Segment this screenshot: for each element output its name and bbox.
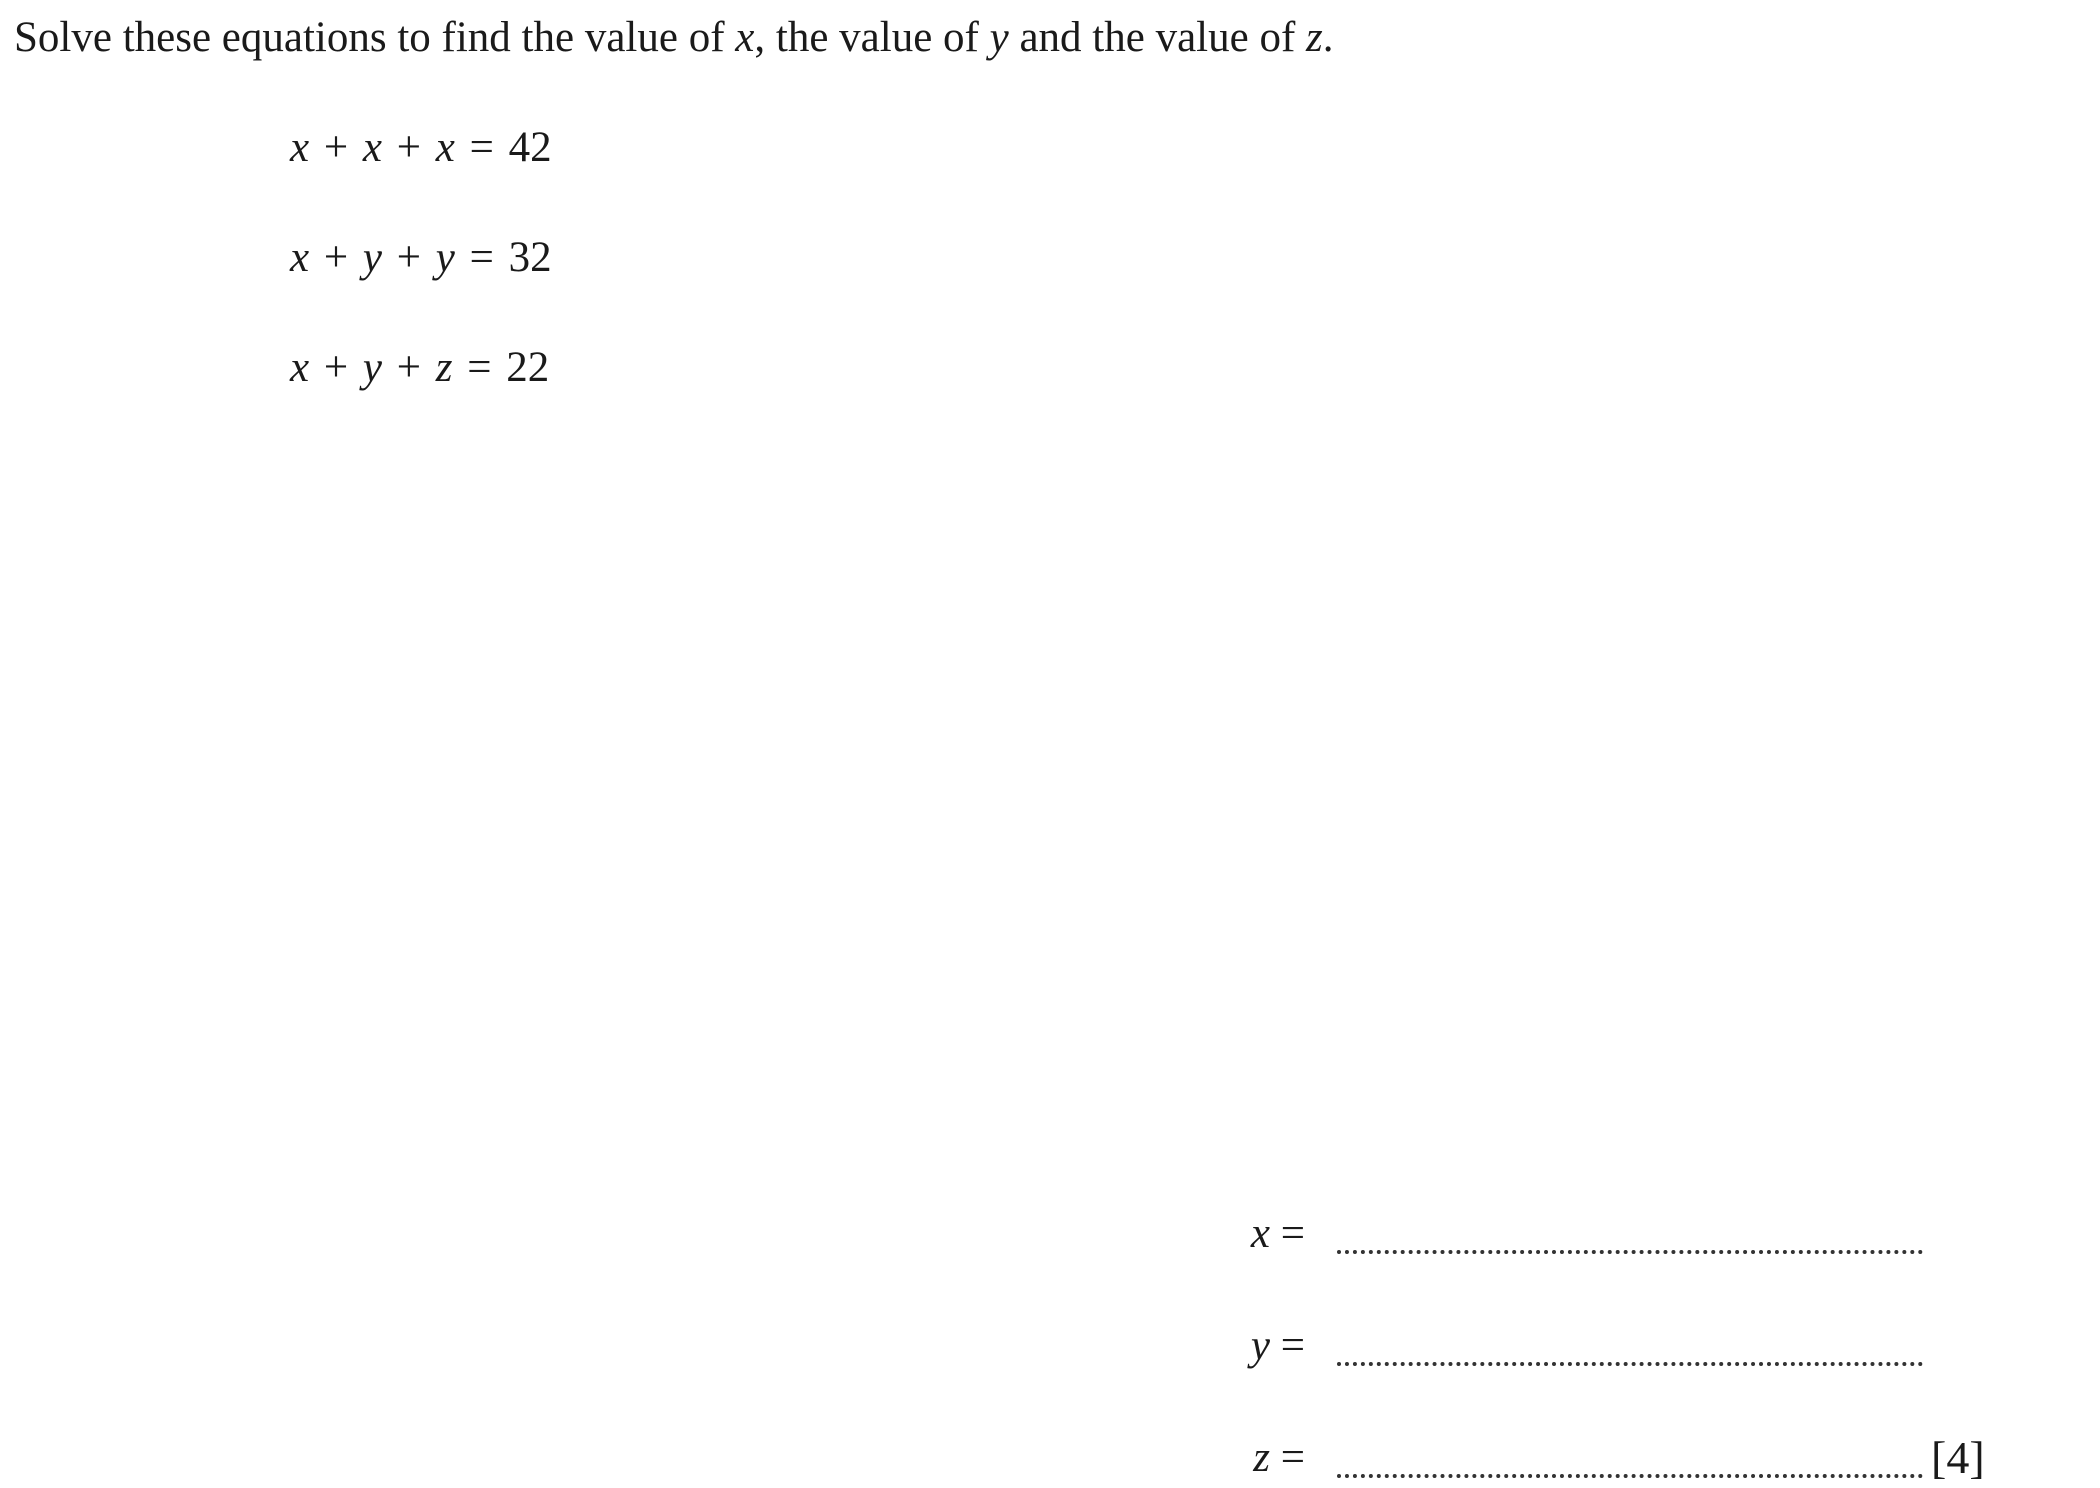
answer-label-y bbox=[1210, 1316, 1305, 1376]
question-part: . bbox=[1322, 14, 1334, 61]
question-variable-z: z bbox=[1306, 14, 1323, 61]
question-text bbox=[14, 8, 1334, 68]
answer-label-z bbox=[1210, 1428, 1305, 1488]
answer-variable: z bbox=[1253, 1434, 1270, 1481]
equation-list bbox=[290, 118, 552, 448]
equation-1: x + x + x = 42 bbox=[290, 124, 552, 171]
equation-2: x + y + y = 32 bbox=[290, 234, 552, 281]
answer-row-z bbox=[1210, 1376, 1985, 1488]
answer-equals: = bbox=[1269, 1434, 1305, 1481]
question-part: , the value of bbox=[754, 14, 990, 61]
question-variable-x: x bbox=[735, 14, 755, 61]
question-part: and the value of bbox=[1008, 14, 1307, 61]
question-variable-y: y bbox=[989, 14, 1009, 61]
answer-row-x bbox=[1210, 1152, 1985, 1264]
question-part: Solve these equations to find the value of bbox=[14, 14, 736, 61]
answer-area bbox=[1210, 1152, 1985, 1488]
answer-field-z[interactable] bbox=[1337, 1473, 1923, 1478]
answer-field-y[interactable] bbox=[1337, 1361, 1923, 1366]
answer-variable: y bbox=[1250, 1322, 1270, 1369]
equation-3: x + y + z = 22 bbox=[290, 344, 550, 391]
answer-field-x[interactable] bbox=[1337, 1249, 1923, 1254]
answer-row-y bbox=[1210, 1264, 1985, 1376]
answer-equals: = bbox=[1269, 1210, 1305, 1257]
answer-equals: = bbox=[1269, 1322, 1305, 1369]
answer-variable: x bbox=[1250, 1210, 1270, 1257]
marks-allocation: [4] bbox=[1931, 1432, 1985, 1483]
answer-label-x bbox=[1210, 1204, 1305, 1264]
